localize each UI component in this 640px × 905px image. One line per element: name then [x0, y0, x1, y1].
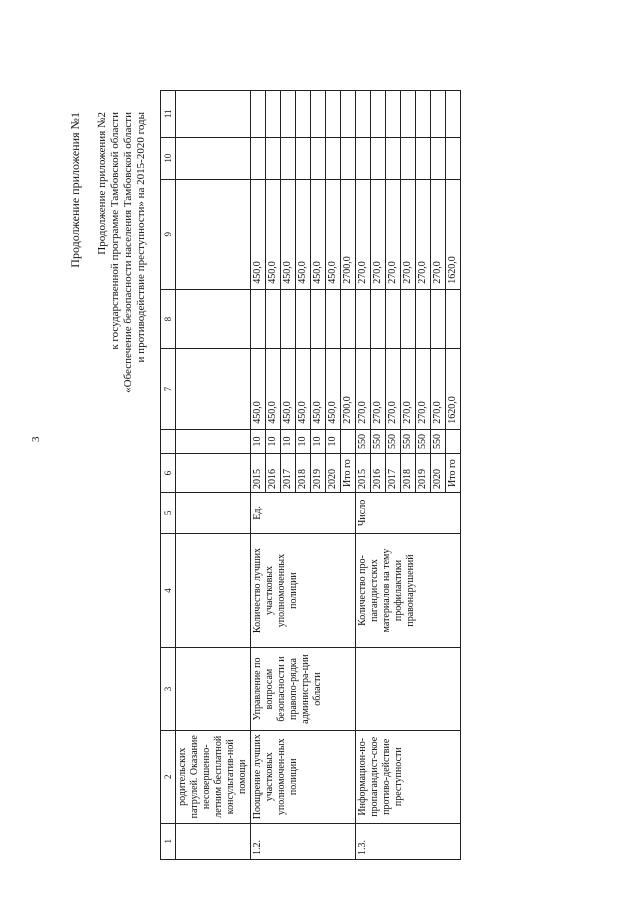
- rotated-page-content: [40, 90, 470, 860]
- column-number: 4: [161, 533, 176, 647]
- budget-cell: 270,0: [386, 179, 401, 289]
- year-cell: 2015: [251, 454, 266, 493]
- column-number: 1: [161, 823, 176, 859]
- continuation-title: Продолжение приложения №1: [68, 112, 82, 268]
- amount-cell: 270,0: [416, 349, 431, 429]
- table-cell: [356, 137, 371, 179]
- table-cell: [176, 823, 251, 859]
- table-cell: [431, 289, 446, 349]
- budget-cell: 450,0: [311, 179, 326, 289]
- table-cell: [251, 91, 266, 138]
- table-cell: [251, 137, 266, 179]
- unit: Ед.: [251, 492, 356, 533]
- year-cell: 2017: [281, 454, 296, 493]
- unit: Число: [356, 492, 461, 533]
- executor: Управление по вопросам безопасности и правопо-рядка администра-ции области: [251, 648, 356, 731]
- table-cell: [341, 429, 356, 454]
- count-cell: 550: [416, 429, 431, 454]
- total-label: Ито го: [446, 454, 461, 493]
- budget-cell: 450,0: [281, 179, 296, 289]
- table-cell: [281, 289, 296, 349]
- column-number: 2: [161, 730, 176, 823]
- table-cell: [266, 289, 281, 349]
- total-budget: 1620,0: [446, 179, 461, 289]
- table-cell: [311, 289, 326, 349]
- activity-name: Поощрение лучших участковых уполномочен-ных полиции: [251, 730, 356, 823]
- table-cell: [296, 91, 311, 138]
- count-cell: 550: [431, 429, 446, 454]
- table-cell: [356, 289, 371, 349]
- table-cell: [311, 137, 326, 179]
- column-number: 8: [161, 289, 176, 349]
- table-cell: [251, 289, 266, 349]
- amount-cell: 450,0: [311, 349, 326, 429]
- count-cell: 550: [386, 429, 401, 454]
- budget-cell: 450,0: [296, 179, 311, 289]
- table-cell: [446, 91, 461, 138]
- table-cell: [341, 91, 356, 138]
- year-cell: 2018: [296, 454, 311, 493]
- year-cell: 2016: [371, 454, 386, 493]
- count-cell: 550: [371, 429, 386, 454]
- table-cell: [326, 91, 341, 138]
- table-cell: [416, 91, 431, 138]
- table-cell: [326, 289, 341, 349]
- column-number: 6: [161, 454, 176, 493]
- table-cell: [176, 137, 251, 179]
- subheader-line: Продолжение приложения №2: [96, 112, 108, 255]
- table-cell: [281, 137, 296, 179]
- table-row: [356, 91, 371, 860]
- amount-cell: 270,0: [401, 349, 416, 429]
- count-cell: 10: [326, 429, 341, 454]
- table-cell: [176, 533, 251, 647]
- table-cell: [386, 289, 401, 349]
- amount-cell: 270,0: [371, 349, 386, 429]
- table-cell: [431, 91, 446, 138]
- budget-cell: 270,0: [431, 179, 446, 289]
- document-header: [40, 90, 147, 860]
- table-cell: [446, 137, 461, 179]
- subheader-line: «Обеспечение безопасности населения Тамбовской области: [122, 112, 134, 393]
- count-cell: 10: [266, 429, 281, 454]
- column-number-row: [161, 91, 176, 860]
- subheader-line: и противодействие преступности» на 2015-2020 годы: [135, 112, 147, 363]
- budget-cell: 270,0: [416, 179, 431, 289]
- table-cell: [176, 91, 251, 138]
- budget-cell: 270,0: [401, 179, 416, 289]
- column-number: 3: [161, 648, 176, 731]
- table-cell: [326, 137, 341, 179]
- budget-cell: 270,0: [356, 179, 371, 289]
- column-number: 10: [161, 137, 176, 179]
- year-cell: 2020: [326, 454, 341, 493]
- count-cell: 550: [401, 429, 416, 454]
- table-cell: [401, 289, 416, 349]
- column-number-spacer: [161, 429, 176, 454]
- year-cell: 2020: [431, 454, 446, 493]
- column-number: 9: [161, 179, 176, 289]
- table-row-continued: [176, 91, 251, 860]
- table-cell: [431, 137, 446, 179]
- amount-cell: 450,0: [251, 349, 266, 429]
- table-cell: [401, 91, 416, 138]
- budget-cell: 270,0: [371, 179, 386, 289]
- table-cell: [446, 289, 461, 349]
- row-number: 1.2.: [251, 823, 356, 859]
- subheader-line: к государственной программе Тамбовской области: [109, 112, 121, 350]
- count-cell: 10: [281, 429, 296, 454]
- year-cell: 2015: [356, 454, 371, 493]
- year-cell: 2016: [266, 454, 281, 493]
- column-number: 7: [161, 349, 176, 429]
- table-cell: [176, 349, 251, 429]
- table-cell: [386, 137, 401, 179]
- year-cell: 2019: [416, 454, 431, 493]
- count-cell: 550: [356, 429, 371, 454]
- table-cell: [311, 91, 326, 138]
- table-cell: [356, 91, 371, 138]
- year-cell: 2018: [401, 454, 416, 493]
- program-table: [160, 90, 461, 860]
- table-cell: [416, 137, 431, 179]
- executor: [356, 648, 461, 731]
- count-cell: 10: [311, 429, 326, 454]
- year-cell: 2019: [311, 454, 326, 493]
- table-cell: [266, 137, 281, 179]
- column-number: 5: [161, 492, 176, 533]
- table-row: [251, 91, 266, 860]
- total-amount: 1620,0: [446, 349, 461, 429]
- table-cell: [401, 137, 416, 179]
- table-cell: [281, 91, 296, 138]
- count-cell: 10: [251, 429, 266, 454]
- table-cell: [176, 289, 251, 349]
- table-cell: [176, 454, 251, 493]
- table-cell: [446, 429, 461, 454]
- table-cell: [416, 289, 431, 349]
- appendix-subheader: [96, 112, 148, 393]
- table-cell: [176, 648, 251, 731]
- amount-cell: 270,0: [356, 349, 371, 429]
- year-cell: 2017: [386, 454, 401, 493]
- table-cell: [371, 289, 386, 349]
- column-number: 11: [161, 91, 176, 138]
- activity-name: Информацион-но-пропагандист-ское противо-действие преступности: [356, 730, 461, 823]
- table-cell: [176, 179, 251, 289]
- budget-cell: 450,0: [251, 179, 266, 289]
- row-number: 1.3.: [356, 823, 461, 859]
- total-amount: 2700,0: [341, 349, 356, 429]
- count-cell: 10: [296, 429, 311, 454]
- total-label: Ито го: [341, 454, 356, 493]
- total-budget: 2700,0: [341, 179, 356, 289]
- table-cell: [341, 137, 356, 179]
- table-cell: [296, 289, 311, 349]
- table-cell: [176, 492, 251, 533]
- table-cell: [386, 91, 401, 138]
- amount-cell: 450,0: [326, 349, 341, 429]
- amount-cell: 450,0: [281, 349, 296, 429]
- table-cell: [371, 91, 386, 138]
- page-number: 3: [30, 436, 42, 442]
- amount-cell: 270,0: [386, 349, 401, 429]
- table-cell: [296, 137, 311, 179]
- table-cell: [371, 137, 386, 179]
- table-cell: [341, 289, 356, 349]
- amount-cell: 270,0: [431, 349, 446, 429]
- budget-cell: 450,0: [266, 179, 281, 289]
- table-cell: [176, 429, 251, 454]
- budget-cell: 450,0: [326, 179, 341, 289]
- indicator-name: Количество про-пагандистских материалов на тему профилактики правонарушений: [356, 533, 461, 647]
- amount-cell: 450,0: [296, 349, 311, 429]
- table-cell: [266, 91, 281, 138]
- indicator-name: Количество лучших участковых уполномоченных полиции: [251, 533, 356, 647]
- previous-row-text: родительских патрулей. Оказание несовершенно-летним бесплатной консультатив-ной помощи: [176, 730, 251, 823]
- amount-cell: 450,0: [266, 349, 281, 429]
